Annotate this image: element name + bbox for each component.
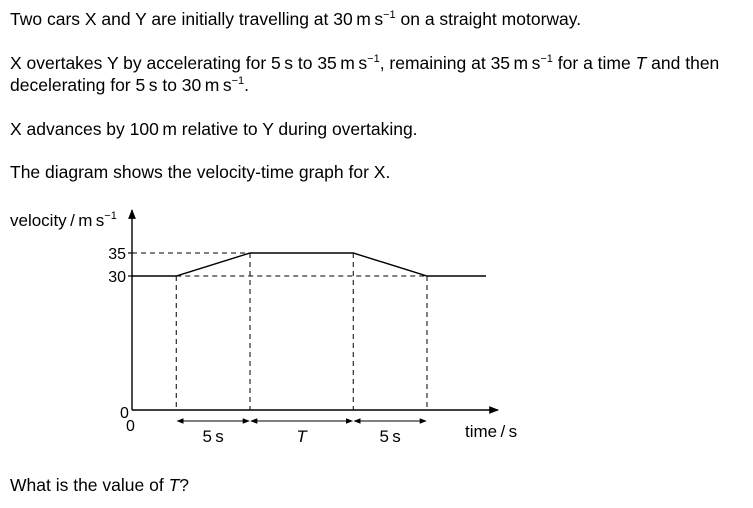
ticks [108, 246, 132, 286]
series-x [132, 253, 486, 276]
question-line-1: Two cars X and Y are initially travelling at 30 m $s^{-1}$ on a straight motorway. [10, 9, 582, 29]
y-tick-label: 35 [108, 246, 126, 263]
question-line-4: X advances by 100 m relative to Y during overtaking. [10, 119, 418, 139]
x-axis-label: time / s [465, 422, 518, 441]
series-line [132, 253, 486, 276]
question-line-5: The diagram shows the velocity-time graph for X. [10, 162, 391, 182]
interval-label: T [296, 427, 307, 446]
axes [132, 210, 498, 410]
question-line-2: X overtakes Y by accelerating for 5 s to 35 m $s^{-1}$, remaining at 35 m $s^{-1}$ for a time T and then [10, 53, 720, 73]
interval-label: 5 s [379, 427, 401, 446]
interval-label: 5 s [202, 427, 224, 446]
origin-label: 0 [120, 405, 129, 422]
y-tick-label: 30 [108, 269, 126, 286]
interval-markers [177, 421, 426, 446]
question-line-3: decelerating for 5 s to 30 m $s^{-1}$. [10, 75, 250, 95]
origin-label-x: 0 [126, 418, 135, 435]
y-axis-label: velocity / m $s^{-1}$ [10, 210, 117, 230]
question-prompt: What is the value of T? [10, 475, 189, 495]
